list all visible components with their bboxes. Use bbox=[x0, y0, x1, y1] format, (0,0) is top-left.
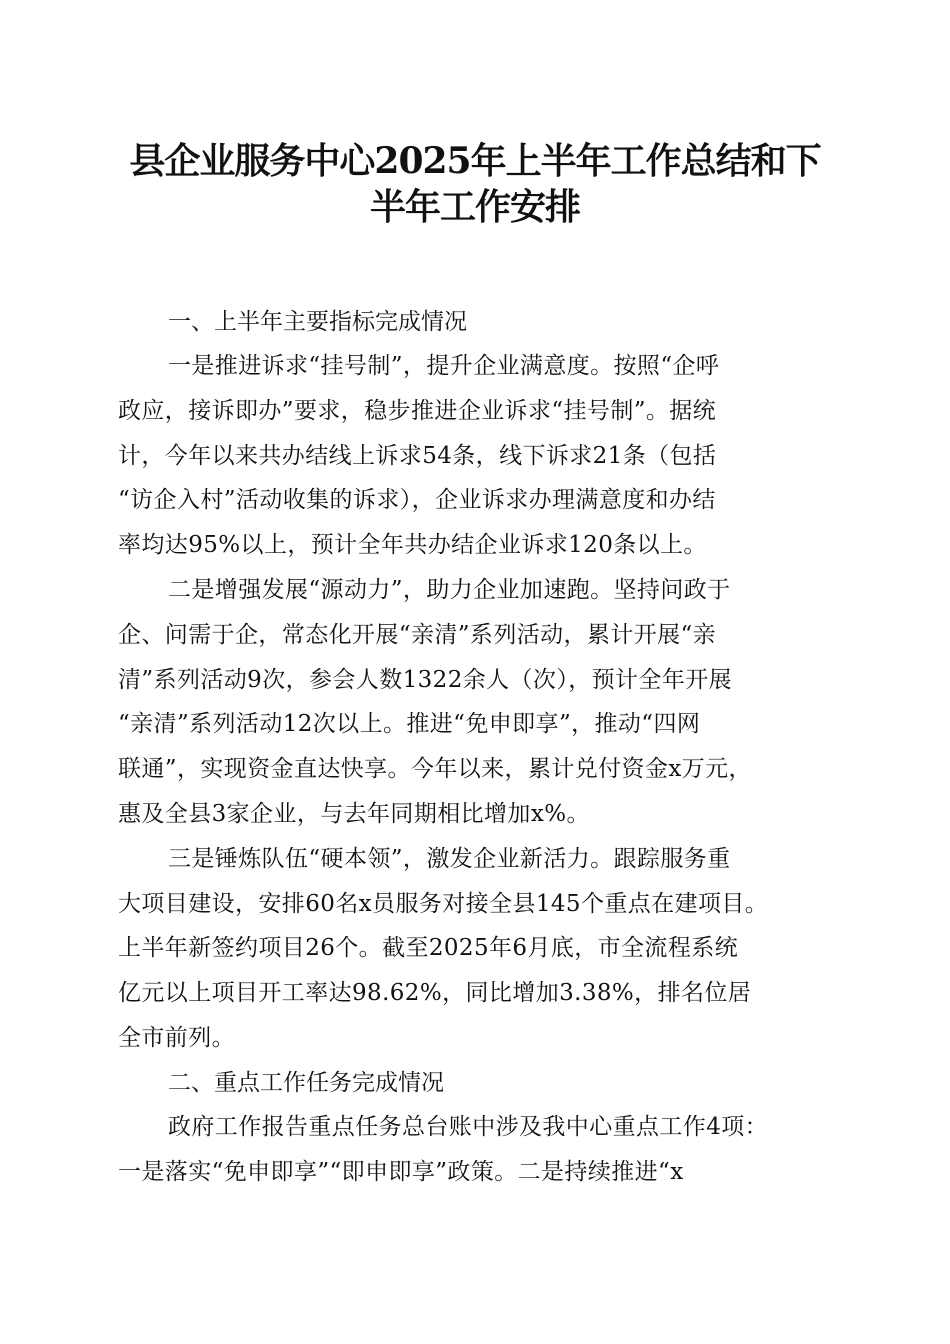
text-line: 二是增强发展“源动力”，助力企业加速跑。坚持问政于 bbox=[168, 576, 731, 603]
section-2-paragraph-1 bbox=[118, 1105, 832, 1195]
text-line: 政府工作报告重点任务总台账中涉及我中心重点工作4项： bbox=[168, 1113, 769, 1140]
text-line: “访企入村”活动收集的诉求），企业诉求办理满意度和办结 bbox=[118, 487, 716, 514]
text-line: 亿元以上项目开工率达98.62%，同比增加3.38%，排名位居 bbox=[118, 980, 752, 1007]
text-line: 企、问需于企，常态化开展“亲清”系列活动，累计开展“亲 bbox=[118, 621, 717, 648]
text-line: 政应，接诉即办”要求，稳步推进企业诉求“挂号制”。据统 bbox=[118, 397, 717, 424]
title-line-1: 县企业服务中心2025年上半年工作总结和下 bbox=[129, 140, 821, 182]
section-1-heading: 一、上半年主要指标完成情况 bbox=[168, 309, 467, 335]
text-line: 一是落实“免申即享”“即申即享”政策。二是持续推进“x bbox=[118, 1158, 684, 1185]
text-line: 全市前列。 bbox=[118, 1024, 235, 1051]
title-line-2: 半年工作安排 bbox=[369, 186, 580, 228]
text-line: 上半年新签约项目26个。截至2025年6月底，市全流程系统 bbox=[118, 935, 739, 962]
text-line: 清”系列活动9次，参会人数1322余人（次），预计全年开展 bbox=[118, 666, 733, 693]
text-line: 惠及全县3家企业，与去年同期相比增加x%。 bbox=[118, 800, 590, 827]
section-1-paragraph-2 bbox=[118, 568, 832, 837]
text-line: 一是推进诉求“挂号制”，提升企业满意度。按照“企呼 bbox=[168, 353, 720, 379]
section-1-paragraph-1 bbox=[118, 344, 832, 568]
text-line: 三是锤炼队伍“硬本领”，激发企业新活力。跟踪服务重 bbox=[168, 845, 731, 872]
text-line: 率均达95%以上，预计全年共办结企业诉求120条以上。 bbox=[118, 532, 707, 559]
section-1-paragraph-3 bbox=[118, 837, 832, 1061]
document-body bbox=[118, 300, 832, 1194]
section-2-heading: 二、重点工作任务完成情况 bbox=[168, 1069, 444, 1096]
text-line: 联通”，实现资金直达快享。今年以来，累计兑付资金x万元， bbox=[118, 756, 752, 783]
text-line: 大项目建设，安排60名x员服务对接全县145个重点在建项目。 bbox=[118, 890, 769, 917]
text-line: “亲清”系列活动12次以上。推进“免申即享”，推动“四网 bbox=[118, 711, 701, 738]
text-line: 计，今年以来共办结线上诉求54条，线下诉求21条（包括 bbox=[118, 442, 717, 469]
document-title bbox=[118, 138, 832, 230]
